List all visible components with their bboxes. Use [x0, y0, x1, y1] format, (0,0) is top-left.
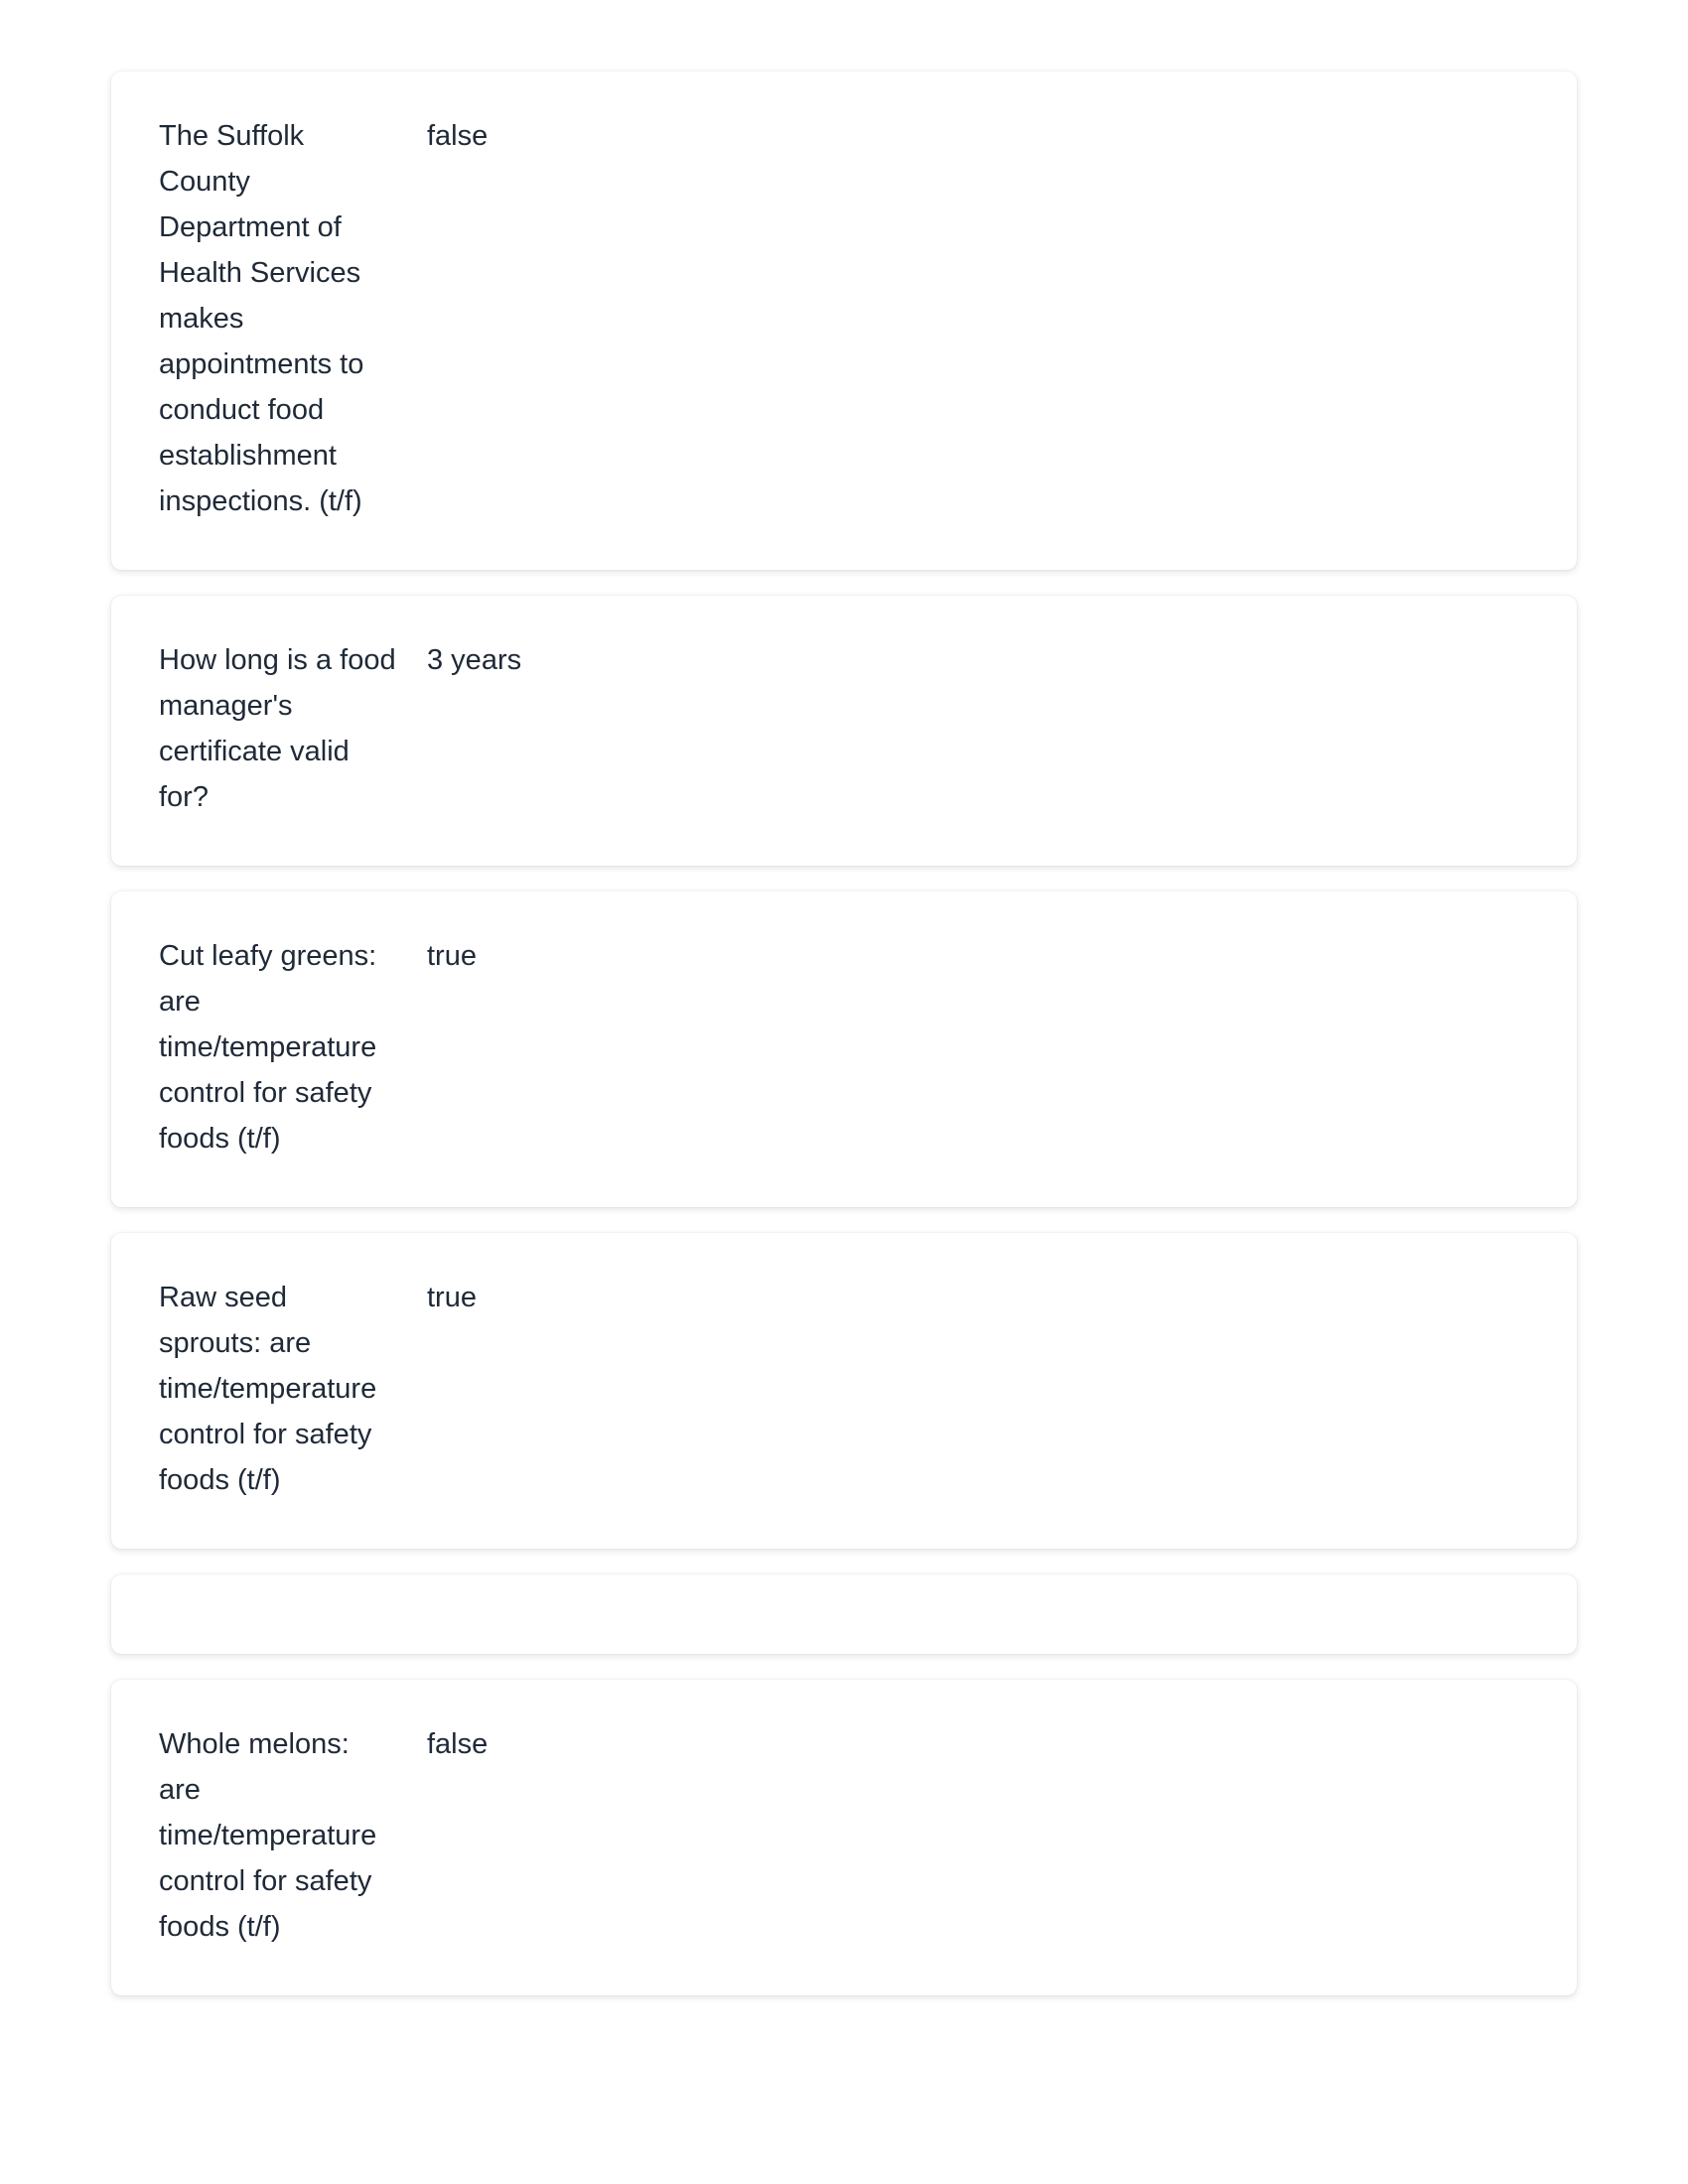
flashcard-list — [111, 71, 1577, 1995]
flashcard-term: Cut leafy greens: are time/temperature control for safety foods (t/f) — [159, 940, 377, 1155]
flashcard-term: Whole melons: are time/temperature control for safety foods (t/f) — [159, 1728, 377, 1943]
flashcard-definition: 3 years — [427, 644, 522, 676]
flashcard-term: How long is a food manager's certificate valid for? — [159, 644, 396, 813]
flashcard-item-empty[interactable] — [111, 1574, 1577, 1654]
flashcard-item[interactable] — [111, 71, 1577, 570]
flashcard-definition: true — [427, 1282, 477, 1313]
flashcard-item[interactable] — [111, 596, 1577, 866]
flashcard-definition: false — [427, 120, 489, 152]
flashcard-term: Raw seed sprouts: are time/temperature control for safety foods (t/f) — [159, 1282, 377, 1496]
flashcard-definition: false — [427, 1728, 489, 1760]
flashcard-definition: true — [427, 940, 477, 972]
flashcard-item[interactable] — [111, 1680, 1577, 1995]
flashcard-term: The Suffolk County Department of Health Services makes appointments to conduct food establishment inspections. (t/f) — [159, 120, 364, 517]
flashcard-item[interactable] — [111, 891, 1577, 1207]
flashcard-item[interactable] — [111, 1233, 1577, 1549]
